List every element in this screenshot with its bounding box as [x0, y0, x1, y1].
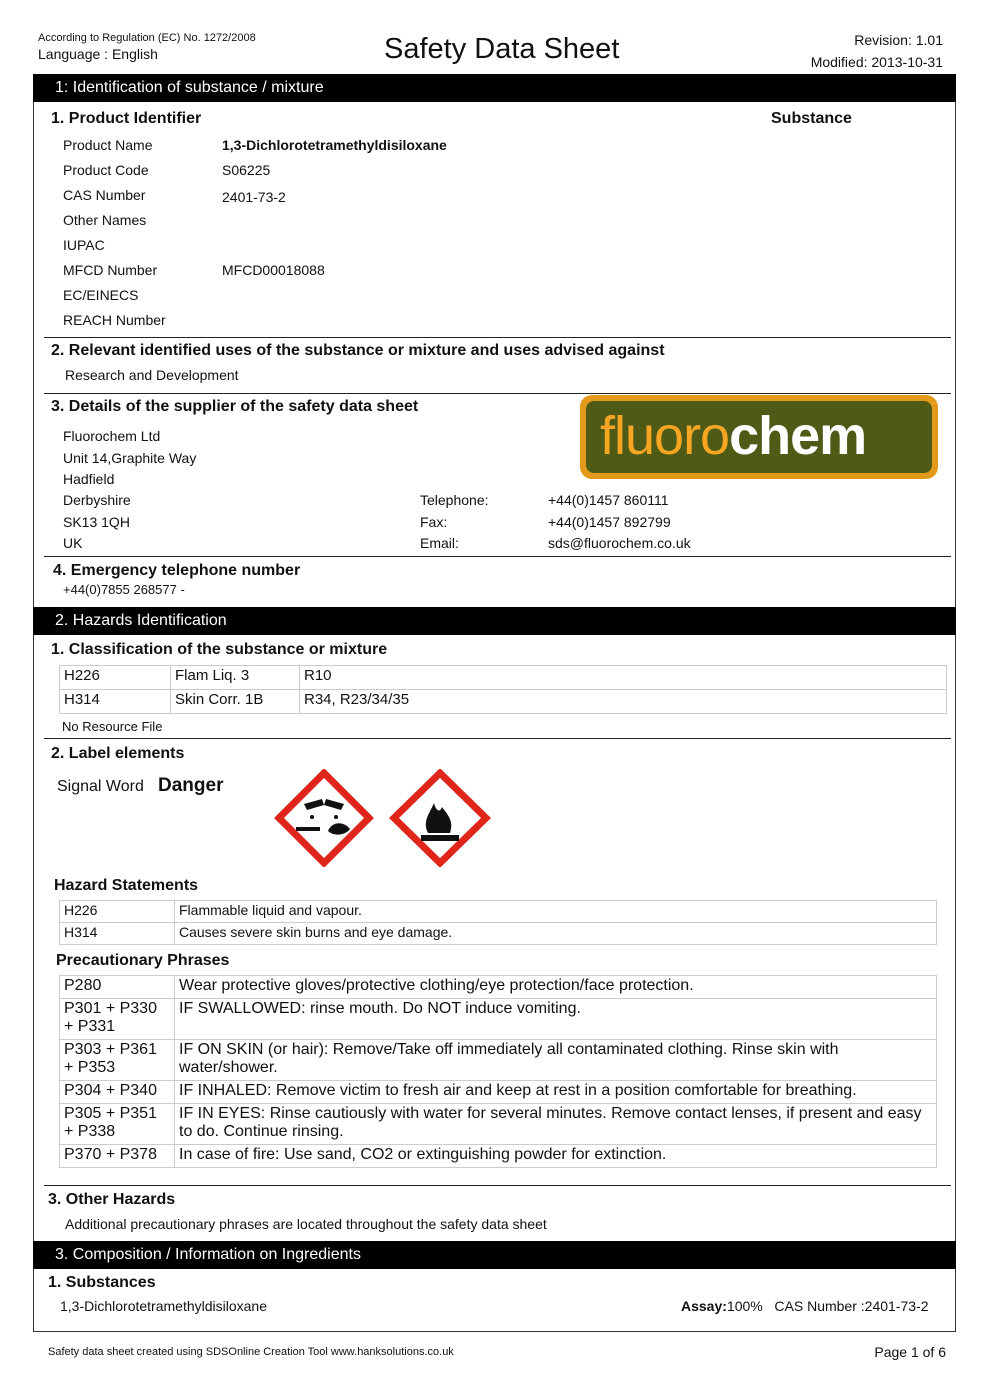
table-cell: Flam Liq. 3	[171, 666, 300, 690]
cas-label: CAS Number :	[774, 1298, 865, 1314]
substance-name: 1,3-Dichlorotetramethyldisiloxane	[60, 1298, 267, 1314]
address-line: Fluorochem Ltd	[63, 428, 161, 444]
table-row	[60, 999, 937, 1040]
field-label: IUPAC	[63, 237, 105, 253]
supplier-heading: 3. Details of the supplier of the safety data sheet	[51, 398, 419, 415]
language-text: Language : English	[38, 46, 158, 62]
field-label: REACH Number	[63, 312, 166, 328]
table-row	[60, 1104, 937, 1145]
address-line: Unit 14,Graphite Way	[63, 450, 197, 466]
table-cell: P305 + P351 + P338	[60, 1104, 175, 1145]
table-row	[60, 976, 937, 999]
table-cell: Skin Corr. 1B	[171, 690, 300, 714]
section-bar-hazards: 2. Hazards Identification	[33, 607, 956, 635]
divider	[44, 1185, 951, 1186]
telephone-label: Telephone:	[420, 492, 489, 508]
product-name-value: 1,3-Dichlorotetramethyldisiloxane	[222, 137, 447, 153]
section-bar-identification: 1: Identification of substance / mixture	[33, 74, 956, 102]
classification-table	[59, 665, 947, 714]
other-hazards-text: Additional precautionary phrases are located throughout the safety data sheet	[65, 1216, 547, 1232]
table-cell: In case of fire: Use sand, CO2 or extinguishing powder for extinction.	[175, 1145, 937, 1168]
no-resource-note: No Resource File	[62, 719, 163, 734]
signal-word-label: Signal Word	[57, 778, 144, 795]
field-label: Product Code	[63, 162, 149, 178]
table-cell: P303 + P361 + P353	[60, 1040, 175, 1081]
table-cell: R34, R23/34/35	[300, 690, 947, 714]
signal-word: Danger	[158, 775, 224, 796]
mfcd-value: MFCD00018088	[222, 262, 325, 278]
emergency-phone: +44(0)7855 268577 -	[63, 582, 185, 597]
hazard-statements-table	[59, 900, 937, 945]
regulation-text: According to Regulation (EC) No. 1272/2008	[38, 32, 256, 44]
table-row	[60, 1040, 937, 1081]
footer-note: Safety data sheet created using SDSOnline Creation Tool www.hanksolutions.co.uk	[48, 1346, 454, 1358]
substance-type: Substance	[771, 110, 852, 127]
assay-info	[681, 1298, 928, 1314]
table-cell: IF INHALED: Remove victim to fresh air and keep at rest in a position comfortable for breathing.	[175, 1081, 937, 1104]
product-identifier-heading: 1. Product Identifier	[51, 110, 202, 127]
assay-label: Assay:	[681, 1298, 727, 1314]
address-line: Hadfield	[63, 471, 115, 487]
precautionary-heading: Precautionary Phrases	[56, 952, 230, 969]
revision-text: Revision: 1.01	[854, 32, 943, 48]
field-label: MFCD Number	[63, 262, 158, 278]
hazard-statements-heading: Hazard Statements	[54, 877, 199, 894]
table-row	[60, 690, 947, 714]
table-cell: H226	[60, 666, 171, 690]
fluorochem-logo	[580, 395, 938, 479]
cas-value: 2401-73-2	[864, 1298, 929, 1314]
table-cell: H314	[60, 923, 175, 945]
document-title: Safety Data Sheet	[384, 33, 620, 65]
email-value[interactable]: sds@fluorochem.co.uk	[548, 535, 691, 551]
field-label: EC/EINECS	[63, 287, 139, 303]
email-label: Email:	[420, 535, 459, 551]
divider	[44, 393, 951, 394]
substances-heading: 1. Substances	[48, 1274, 156, 1291]
table-cell: IF ON SKIN (or hair): Remove/Take off immediately all contaminated clothing. Rinse skin with water/shower.	[175, 1040, 937, 1081]
corrosion-icon	[274, 769, 374, 867]
other-hazards-heading: 3. Other Hazards	[48, 1191, 176, 1208]
address-line: Derbyshire	[63, 492, 131, 508]
modified-date: Modified: 2013-10-31	[810, 54, 943, 70]
table-row	[60, 1081, 937, 1104]
table-cell: Wear protective gloves/protective clothing/eye protection/face protection.	[175, 976, 937, 999]
table-row	[60, 666, 947, 690]
field-label: Product Name	[63, 137, 153, 153]
table-cell: R10	[300, 666, 947, 690]
cas-number-value: 2401-73-2	[222, 189, 286, 205]
table-cell: IF SWALLOWED: rinse mouth. Do NOT induce vomiting.	[175, 999, 937, 1040]
divider	[44, 337, 951, 338]
table-cell: P301 + P330 + P331	[60, 999, 175, 1040]
assay-value: 100%	[726, 1298, 763, 1314]
table-cell: Causes severe skin burns and eye damage.	[175, 923, 937, 945]
table-row	[60, 901, 937, 923]
uses-text: Research and Development	[65, 367, 239, 383]
page-number: Page 1 of 6	[874, 1344, 946, 1360]
table-cell: P370 + P378	[60, 1145, 175, 1168]
field-label: CAS Number	[63, 187, 146, 203]
divider	[44, 738, 951, 739]
table-cell: IF IN EYES: Rinse cautiously with water for several minutes. Remove contact lenses, if present and easy to do. Continue rinsing.	[175, 1104, 937, 1145]
table-row	[60, 1145, 937, 1168]
address-line: SK13 1QH	[63, 514, 130, 530]
classification-heading: 1. Classification of the substance or mixture	[51, 641, 388, 658]
precautionary-table	[59, 975, 937, 1168]
telephone-value: +44(0)1457 860111	[548, 492, 669, 508]
table-cell: P280	[60, 976, 175, 999]
fax-value: +44(0)1457 892799	[548, 514, 671, 530]
address-line: UK	[63, 535, 83, 551]
table-cell: H226	[60, 901, 175, 923]
table-cell: Flammable liquid and vapour.	[175, 901, 937, 923]
table-cell: H314	[60, 690, 171, 714]
uses-heading: 2. Relevant identified uses of the substance or mixture and uses advised against	[51, 342, 665, 359]
table-cell: P304 + P340	[60, 1081, 175, 1104]
section-bar-composition: 3. Composition / Information on Ingredients	[33, 1241, 956, 1269]
logo-text-a: fluoro	[600, 406, 730, 466]
flame-icon	[388, 769, 492, 867]
divider	[44, 556, 951, 557]
product-code-value: S06225	[222, 162, 271, 178]
field-label: Other Names	[63, 212, 147, 228]
table-row	[60, 923, 937, 945]
label-elements-heading: 2. Label elements	[51, 745, 185, 762]
fax-label: Fax:	[420, 514, 448, 530]
emergency-heading: 4. Emergency telephone number	[53, 562, 301, 579]
logo-text-b: chem	[729, 406, 867, 466]
